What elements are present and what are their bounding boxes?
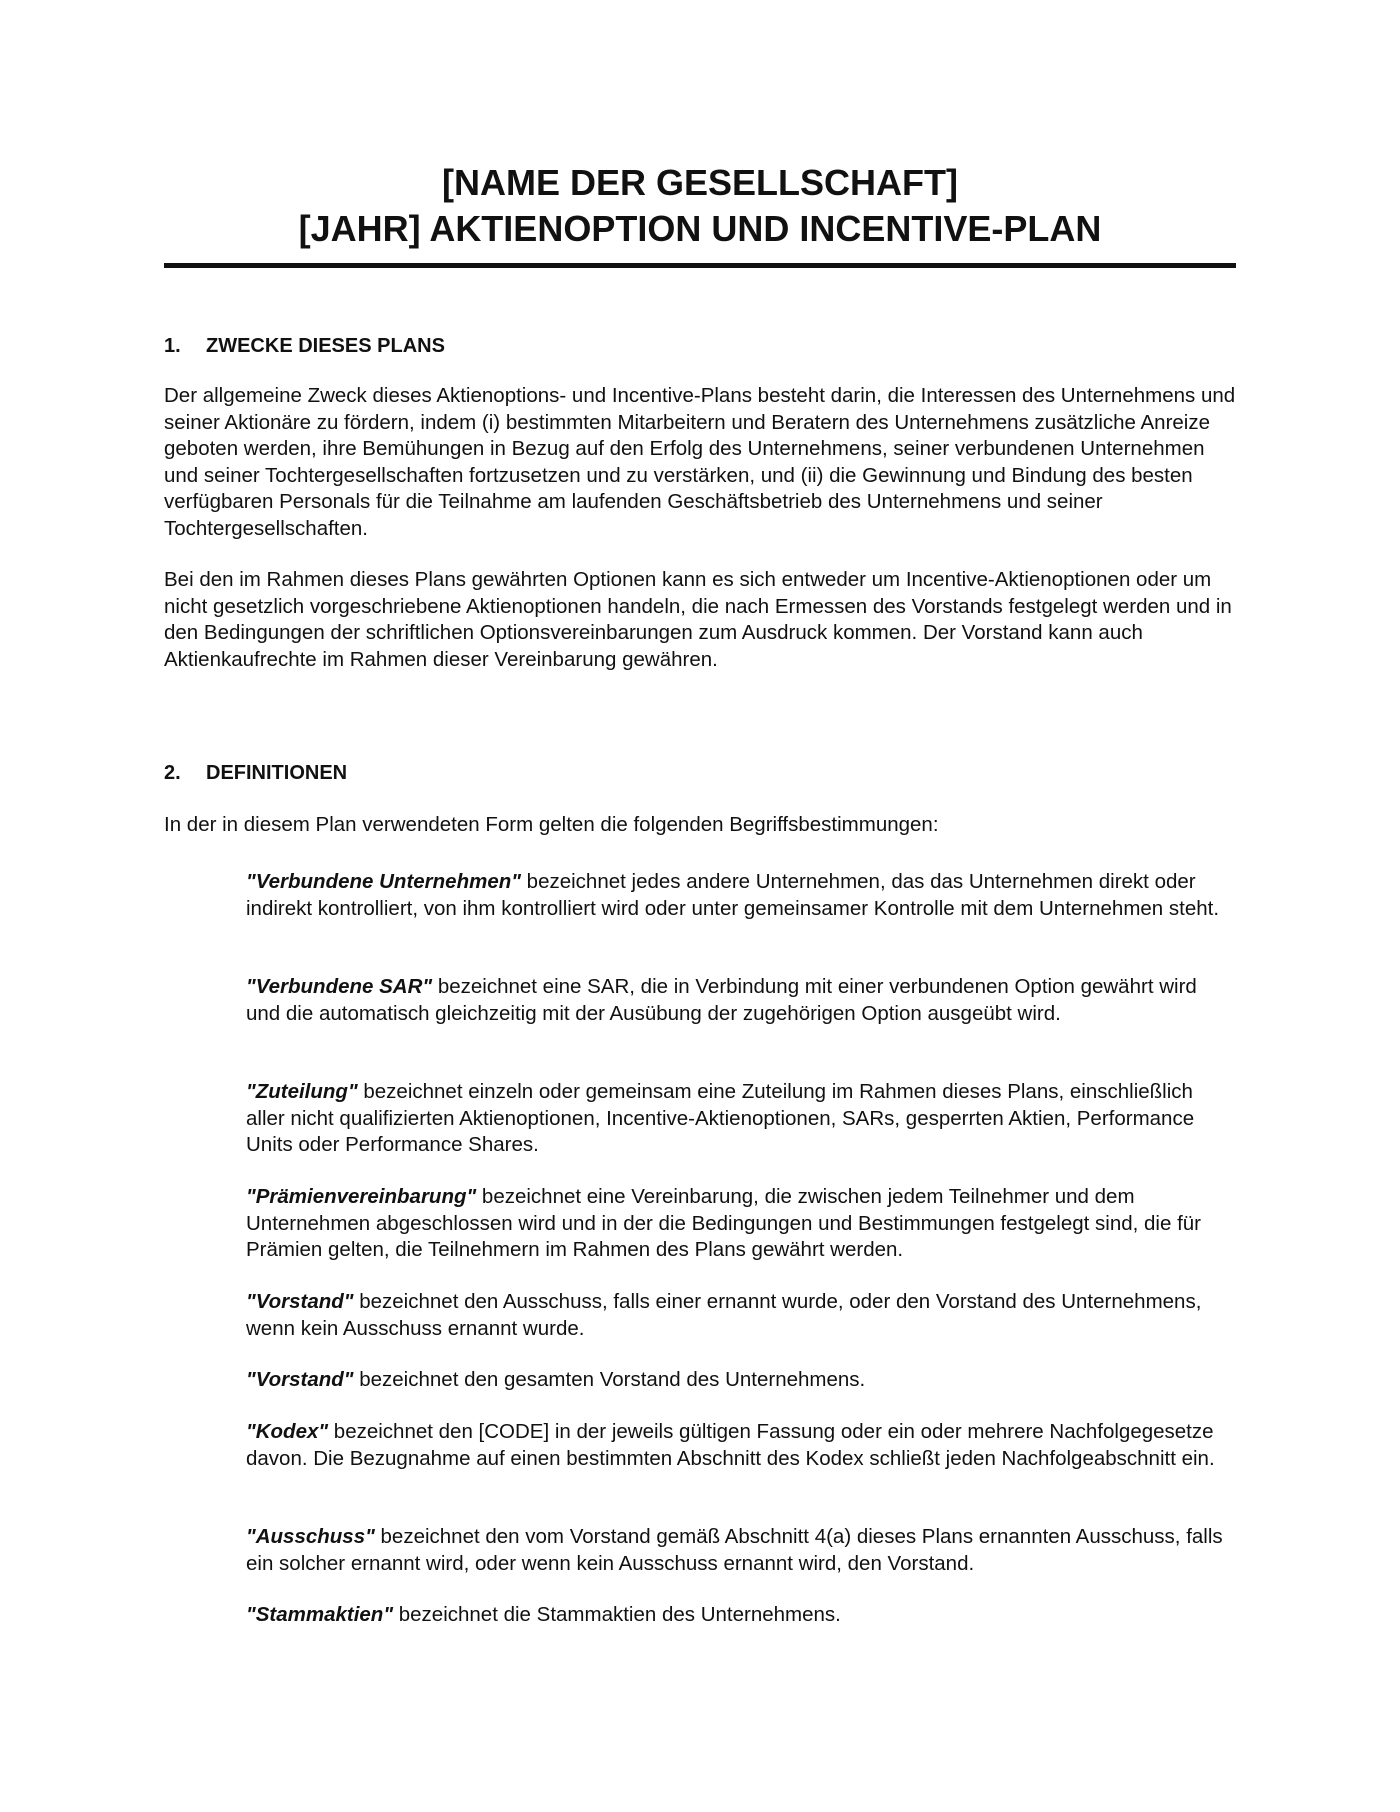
definition-term: "Ausschuss" bbox=[246, 1525, 375, 1548]
definition-term: "Kodex" bbox=[246, 1420, 329, 1443]
definition-term: "Verbundene Unternehmen" bbox=[246, 870, 521, 893]
section-2-intro: In der in diesem Plan verwendeten Form gelten die folgenden Begriffsbestimmungen: bbox=[164, 813, 939, 836]
definition-item bbox=[246, 1367, 1236, 1394]
definition-text: bezeichnet jedes andere Unternehmen, das das Unternehmen direkt oder indirekt kontrolliert, von ihm kontrolliert wird oder unter gemeinsamer Kontrolle mit dem Unternehmen steht. bbox=[246, 870, 1220, 920]
definition-text: bezeichnet eine SAR, die in Verbindung mit einer verbundenen Option gewährt wird und die automatisch gleichzeitig mit der Ausübung der zugehörigen Option ausgeübt wird. bbox=[246, 975, 1197, 1025]
section-2-heading bbox=[164, 760, 347, 786]
definition-term: "Prämienvereinbarung" bbox=[246, 1185, 477, 1208]
definition-item bbox=[246, 1602, 1236, 1629]
definition-term: "Stammaktien" bbox=[246, 1603, 394, 1626]
section-2-number: 2. bbox=[164, 762, 181, 784]
section-1-paragraph-2: Bei den im Rahmen dieses Plans gewährten Optionen kann es sich entweder um Incentive-Aktienoptionen oder um nicht gesetzlich vorgeschriebene Aktienoptionen handeln, die nach Ermessen des Vorstands festgelegt werden und in den Bedingungen der schriftlichen Optionsvereinbarungen zum Ausdruck kommen. Der Vorstand kann auch Aktienkaufrechte im Rahmen dieser Vereinbarung gewähren. bbox=[164, 568, 1232, 671]
definition-text: bezeichnet eine Vereinbarung, die zwischen jedem Teilnehmer und dem Unternehmen abgeschlossen wird und in der die Bedingungen und Bestimmungen festgelegt sind, die für Prämien gelten, die Teilnehmern im Rahmen des Plans gewährt werden. bbox=[246, 1185, 1202, 1261]
section-1-title: ZWECKE DIESES PLANS bbox=[206, 335, 445, 357]
section-1-heading bbox=[164, 333, 445, 359]
title-company-name: [NAME DER GESELLSCHAFT] bbox=[442, 162, 958, 203]
definition-item bbox=[246, 1524, 1236, 1577]
definition-item bbox=[246, 1289, 1236, 1342]
definition-text: bezeichnet den vom Vorstand gemäß Abschnitt 4(a) dieses Plans ernannten Ausschuss, falls ein solcher ernannt wird, oder wenn kein Ausschuss ernannt wird, den Vorstand. bbox=[246, 1525, 1223, 1575]
document-title bbox=[164, 160, 1236, 252]
definition-term: "Vorstand" bbox=[246, 1368, 354, 1391]
definition-item bbox=[246, 869, 1236, 922]
definition-text: bezeichnet den gesamten Vorstand des Unternehmens. bbox=[353, 1368, 866, 1391]
section-2-title: DEFINITIONEN bbox=[206, 762, 348, 784]
definition-term: "Zuteilung" bbox=[246, 1080, 358, 1103]
definition-item bbox=[246, 1184, 1236, 1264]
definition-item bbox=[246, 1079, 1236, 1159]
definition-term: "Vorstand" bbox=[246, 1290, 354, 1313]
definition-text: bezeichnet die Stammaktien des Unternehmens. bbox=[393, 1603, 841, 1626]
definition-text: bezeichnet den Ausschuss, falls einer ernannt wurde, oder den Vorstand des Unternehmens, wenn kein Ausschuss ernannt wurde. bbox=[246, 1290, 1202, 1340]
definition-item bbox=[246, 1419, 1236, 1472]
definition-term: "Verbundene SAR" bbox=[246, 975, 433, 998]
section-1-number: 1. bbox=[164, 335, 181, 357]
section-1-paragraph-1: Der allgemeine Zweck dieses Aktienoptions- und Incentive-Plans besteht darin, die Interessen des Unternehmens und seiner Aktionäre zu fördern, indem (i) bestimmten Mitarbeitern und Beratern des Unternehmens zusätzliche Anreize geboten werden, ihre Bemühungen in Bezug auf den Erfolg des Unternehmens, seiner verbundenen Unternehmen und seiner Tochtergesellschaften fortzusetzen und zu verstärken, und (ii) die Gewinnung und Bindung des besten verfügbaren Personals für die Teilnahme am laufenden Geschäftsbetrieb des Unternehmens und seiner Tochtergesellschaften. bbox=[164, 384, 1236, 540]
title-plan-name: [JAHR] AKTIENOPTION UND INCENTIVE-PLAN bbox=[298, 208, 1102, 249]
title-divider bbox=[164, 263, 1236, 268]
definition-text: bezeichnet einzeln oder gemeinsam eine Zuteilung im Rahmen dieses Plans, einschließlich aller nicht qualifizierten Aktienoptionen, Incentive-Aktienoptionen, SARs, gesperrten Aktien, Performance Units oder Performance Shares. bbox=[246, 1080, 1195, 1156]
definition-text: bezeichnet den [CODE] in der jeweils gültigen Fassung oder ein oder mehrere Nachfolgegesetze davon. Die Bezugnahme auf einen bestimmten Abschnitt des Kodex schließt jeden Nachfolgeabschnitt ein. bbox=[246, 1420, 1215, 1470]
definition-item bbox=[246, 974, 1236, 1027]
